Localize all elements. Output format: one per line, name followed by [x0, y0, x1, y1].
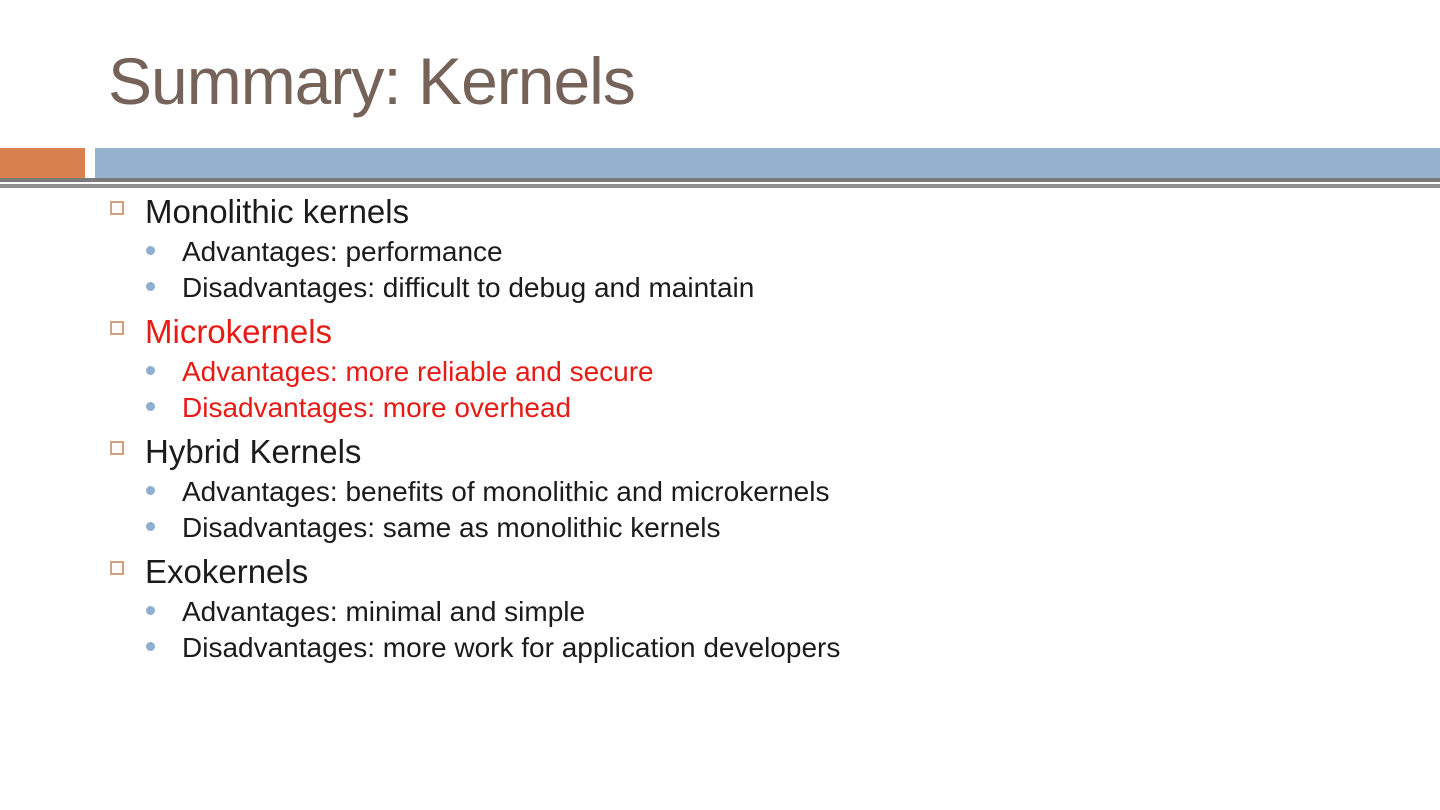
- sub-bullet-text: Advantages: more reliable and secure: [182, 356, 654, 387]
- sub-bullet-text: Advantages: performance: [182, 236, 503, 267]
- sub-bullet-row: [0, 630, 1440, 666]
- square-bullet-icon: [110, 561, 124, 575]
- section-heading: Monolithic kernels: [145, 193, 410, 230]
- divider-line-light: [0, 184, 1440, 188]
- square-bullet-icon: [110, 441, 124, 455]
- sub-bullet-text: Advantages: benefits of monolithic and microkernels: [182, 476, 830, 507]
- sub-bullet-text: Disadvantages: same as monolithic kernels: [182, 512, 721, 543]
- section-heading: Microkernels: [145, 313, 333, 350]
- bullet-section: [0, 190, 1440, 306]
- section-heading-row: [0, 550, 1440, 594]
- dot-bullet-icon: [146, 522, 155, 531]
- sub-bullet-row: [0, 390, 1440, 426]
- sub-bullet-row: [0, 594, 1440, 630]
- bullet-section: [0, 310, 1440, 426]
- dot-bullet-icon: [146, 486, 155, 495]
- slide-title: Summary: Kernels: [108, 44, 635, 118]
- sub-bullet-row: [0, 474, 1440, 510]
- dot-bullet-icon: [146, 282, 155, 291]
- section-heading-row: [0, 430, 1440, 474]
- blue-accent-bar: [95, 148, 1440, 178]
- divider-line-dark: [0, 178, 1440, 182]
- sub-bullet-row: [0, 354, 1440, 390]
- sub-bullet-row: [0, 270, 1440, 306]
- sub-bullet-text: Advantages: minimal and simple: [182, 596, 586, 627]
- section-heading-row: [0, 190, 1440, 234]
- dot-bullet-icon: [146, 642, 155, 651]
- sub-bullet-text: Disadvantages: more overhead: [182, 392, 572, 423]
- sub-bullet-text: Disadvantages: difficult to debug and maintain: [182, 272, 755, 303]
- dot-bullet-icon: [146, 246, 155, 255]
- orange-accent-block: [0, 148, 85, 178]
- section-heading-row: [0, 310, 1440, 354]
- square-bullet-icon: [110, 201, 124, 215]
- dot-bullet-icon: [146, 606, 155, 615]
- bullet-section: [0, 430, 1440, 546]
- section-heading: Exokernels: [145, 553, 309, 590]
- bullet-section: [0, 550, 1440, 666]
- dot-bullet-icon: [146, 366, 155, 375]
- dot-bullet-icon: [146, 402, 155, 411]
- sub-bullet-row: [0, 234, 1440, 270]
- sub-bullet-row: [0, 510, 1440, 546]
- square-bullet-icon: [110, 321, 124, 335]
- bullet-list: [0, 190, 1440, 670]
- section-heading: Hybrid Kernels: [145, 433, 362, 470]
- sub-bullet-text: Disadvantages: more work for application developers: [182, 632, 841, 663]
